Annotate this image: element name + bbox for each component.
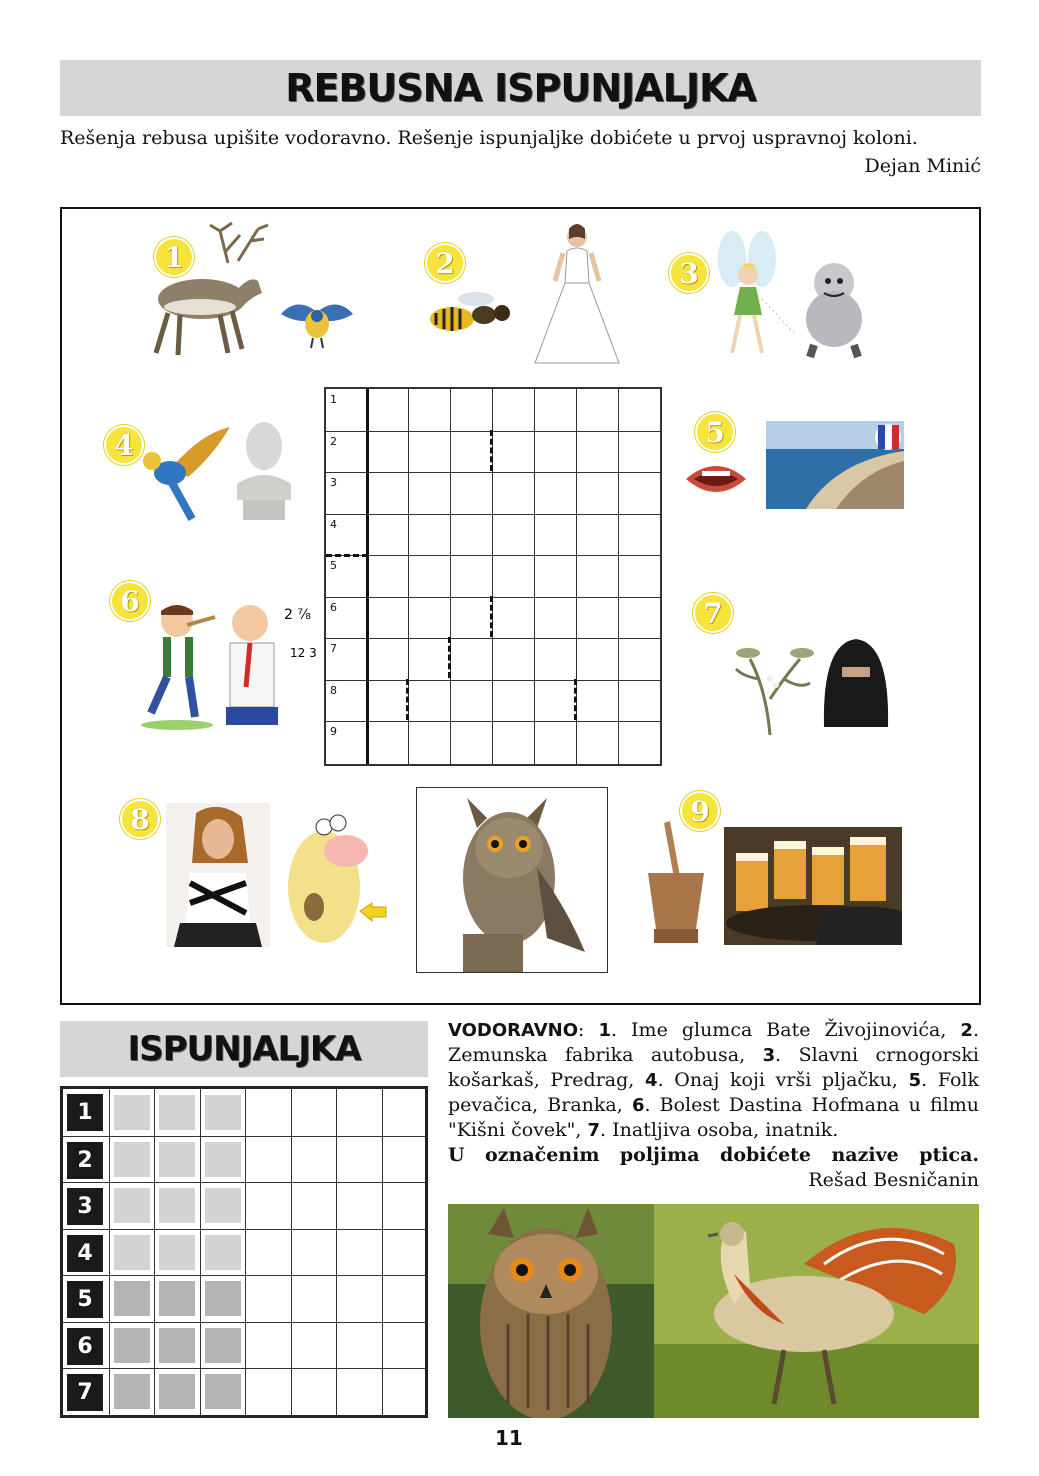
clue-text: Onaj koji vrši pljačku, (674, 1069, 898, 1091)
clue-number: 4 (645, 1070, 658, 1091)
clues-label: VODORAVNO (448, 1020, 579, 1041)
rebus-frame (60, 207, 981, 1005)
grid-row-number: 9 (330, 725, 337, 738)
macaw-image (132, 427, 232, 523)
cow-cartoon-image (284, 807, 388, 949)
row-number: 6 (67, 1328, 103, 1365)
bird-photos (448, 1204, 979, 1418)
grid-row-number: 6 (330, 600, 337, 614)
clue-number: 2 (960, 1020, 973, 1041)
row-number: 2 (67, 1142, 103, 1179)
clues-block (448, 1018, 979, 1193)
marked-cell (114, 1095, 150, 1130)
marked-cell (159, 1095, 195, 1130)
word-divider (490, 430, 493, 471)
mistletoe-image (730, 619, 814, 739)
author: Dejan Minić (864, 155, 981, 177)
marked-cell (205, 1188, 241, 1223)
grid-row-number: 1 (330, 393, 337, 406)
marked-cell (114, 1142, 150, 1177)
clue-text: Zemunska fabrika autobusa, (448, 1044, 746, 1066)
clue-number: 7 (587, 1120, 601, 1141)
clues-text: VODORAVNO: 1. Ime glumca Bate Živojinovića, 2. Zemunska fabrika autobusa, 3. Slavni crnogorski košarkaš, Predrag, 4. Onaj koji vrši pljačku, 5. Folk pevačica, Branka, 6. Bolest Dastina Hofmana u filmu "Kišni čovek", 7. Inatljiva osoba, inatnik. (448, 1019, 980, 1141)
word-divider (448, 637, 451, 678)
bride-image (527, 219, 627, 367)
clues-note: U označenim poljima dobićete nazive ptica. (448, 1144, 979, 1166)
clue-number: 5 (908, 1070, 922, 1091)
badge-4: 4 (104, 425, 144, 465)
marked-cell (205, 1374, 241, 1409)
marked-cell (159, 1235, 195, 1270)
marked-cell (114, 1281, 150, 1316)
marked-cell (159, 1328, 195, 1363)
clue-text: Slavni crnogorski košarkaš, Predrag, (448, 1044, 979, 1091)
owl-image (417, 788, 607, 972)
clues-author: Rešad Besničanin (808, 1169, 979, 1191)
grid-row-number: 3 (330, 476, 337, 489)
marked-cell (114, 1188, 150, 1223)
page-title: REBUSNA ISPUNJALJKA (285, 66, 756, 110)
marked-cell (159, 1188, 195, 1223)
reindeer-image (140, 221, 280, 361)
clue-number: 6 (631, 1095, 645, 1116)
row-number: 1 (67, 1094, 103, 1131)
grid-row-number: 4 (330, 517, 337, 531)
ispunjaljka-grid (60, 1086, 428, 1418)
row-number: 7 (67, 1374, 103, 1411)
marked-cell (205, 1235, 241, 1270)
row-number: 4 (67, 1235, 103, 1272)
marked-cell (114, 1328, 150, 1363)
instructions-text: Rešenja rebusa upišite vodoravno. Rešenje ispunjaljke dobićete u prvoj uspravnoj koloni. (60, 127, 918, 149)
badge-9: 9 (680, 791, 720, 831)
clue-text: Inatljiva osoba, inatnik. (612, 1119, 839, 1141)
ispunjaljka-title: ISPUNJALJKA (127, 1029, 361, 1069)
singer-image (166, 803, 270, 947)
badge-3: 3 (669, 253, 709, 293)
page-number: 11 (495, 1426, 523, 1450)
word-divider (574, 679, 577, 720)
grid-row-number: 7 (330, 642, 337, 655)
grid-row-number: 8 (330, 683, 337, 697)
marked-cell (114, 1235, 150, 1270)
marked-cell (159, 1142, 195, 1177)
bust-image (227, 414, 301, 524)
marked-cell (114, 1374, 150, 1409)
veiled-woman-image (820, 637, 892, 729)
word-divider (406, 679, 409, 720)
mouth-image (684, 457, 748, 501)
badge-2: 2 (425, 243, 465, 283)
title-bar (60, 60, 981, 116)
long-eared-owl-photo (448, 1204, 654, 1418)
marked-cell (159, 1281, 195, 1316)
nice-coast-image (766, 421, 904, 509)
word-divider (490, 596, 493, 637)
marked-cell (159, 1374, 195, 1409)
great-bustard-photo (654, 1204, 979, 1418)
instructions (60, 124, 981, 180)
badge-1: 1 (154, 237, 194, 277)
owl-image-frame (416, 787, 608, 973)
marked-cell (205, 1095, 241, 1130)
rebus-grid (324, 387, 662, 766)
yeti-image (798, 259, 870, 359)
wasp-image (422, 289, 522, 339)
badge-8: 8 (120, 799, 160, 839)
ispunjaljka-title-bar (60, 1021, 428, 1077)
row-number: 5 (67, 1281, 103, 1318)
clue-text: Folk pevačica, Branka, (448, 1069, 980, 1116)
fairy-image (692, 229, 802, 361)
clue-number: 3 (762, 1045, 776, 1066)
flute-boy-image (137, 597, 219, 731)
svg-text:12 3: 12 3 (290, 646, 317, 660)
badge-7: 7 (693, 593, 733, 633)
marked-cell (205, 1142, 241, 1177)
clue-text: Ime glumca Bate Živojinovića, (631, 1019, 947, 1041)
parrot-image (277, 294, 357, 349)
mortar-image (644, 817, 708, 947)
grid-row-number: 2 (330, 434, 337, 448)
marked-cell (205, 1281, 241, 1316)
word-divider (326, 554, 368, 557)
grid-row-number: 5 (330, 559, 337, 572)
badge-5: 5 (695, 412, 735, 452)
marked-cell (205, 1328, 241, 1363)
svg-text:2 ⅞: 2 ⅞ (284, 607, 311, 623)
clue-number: 1 (598, 1020, 611, 1041)
beer-glasses-image (724, 827, 902, 945)
row-number: 3 (67, 1188, 103, 1225)
badge-6: 6 (110, 581, 150, 621)
clue-text: Bolest Dastina Hofmana u filmu "Kišni čovek", (448, 1094, 979, 1141)
